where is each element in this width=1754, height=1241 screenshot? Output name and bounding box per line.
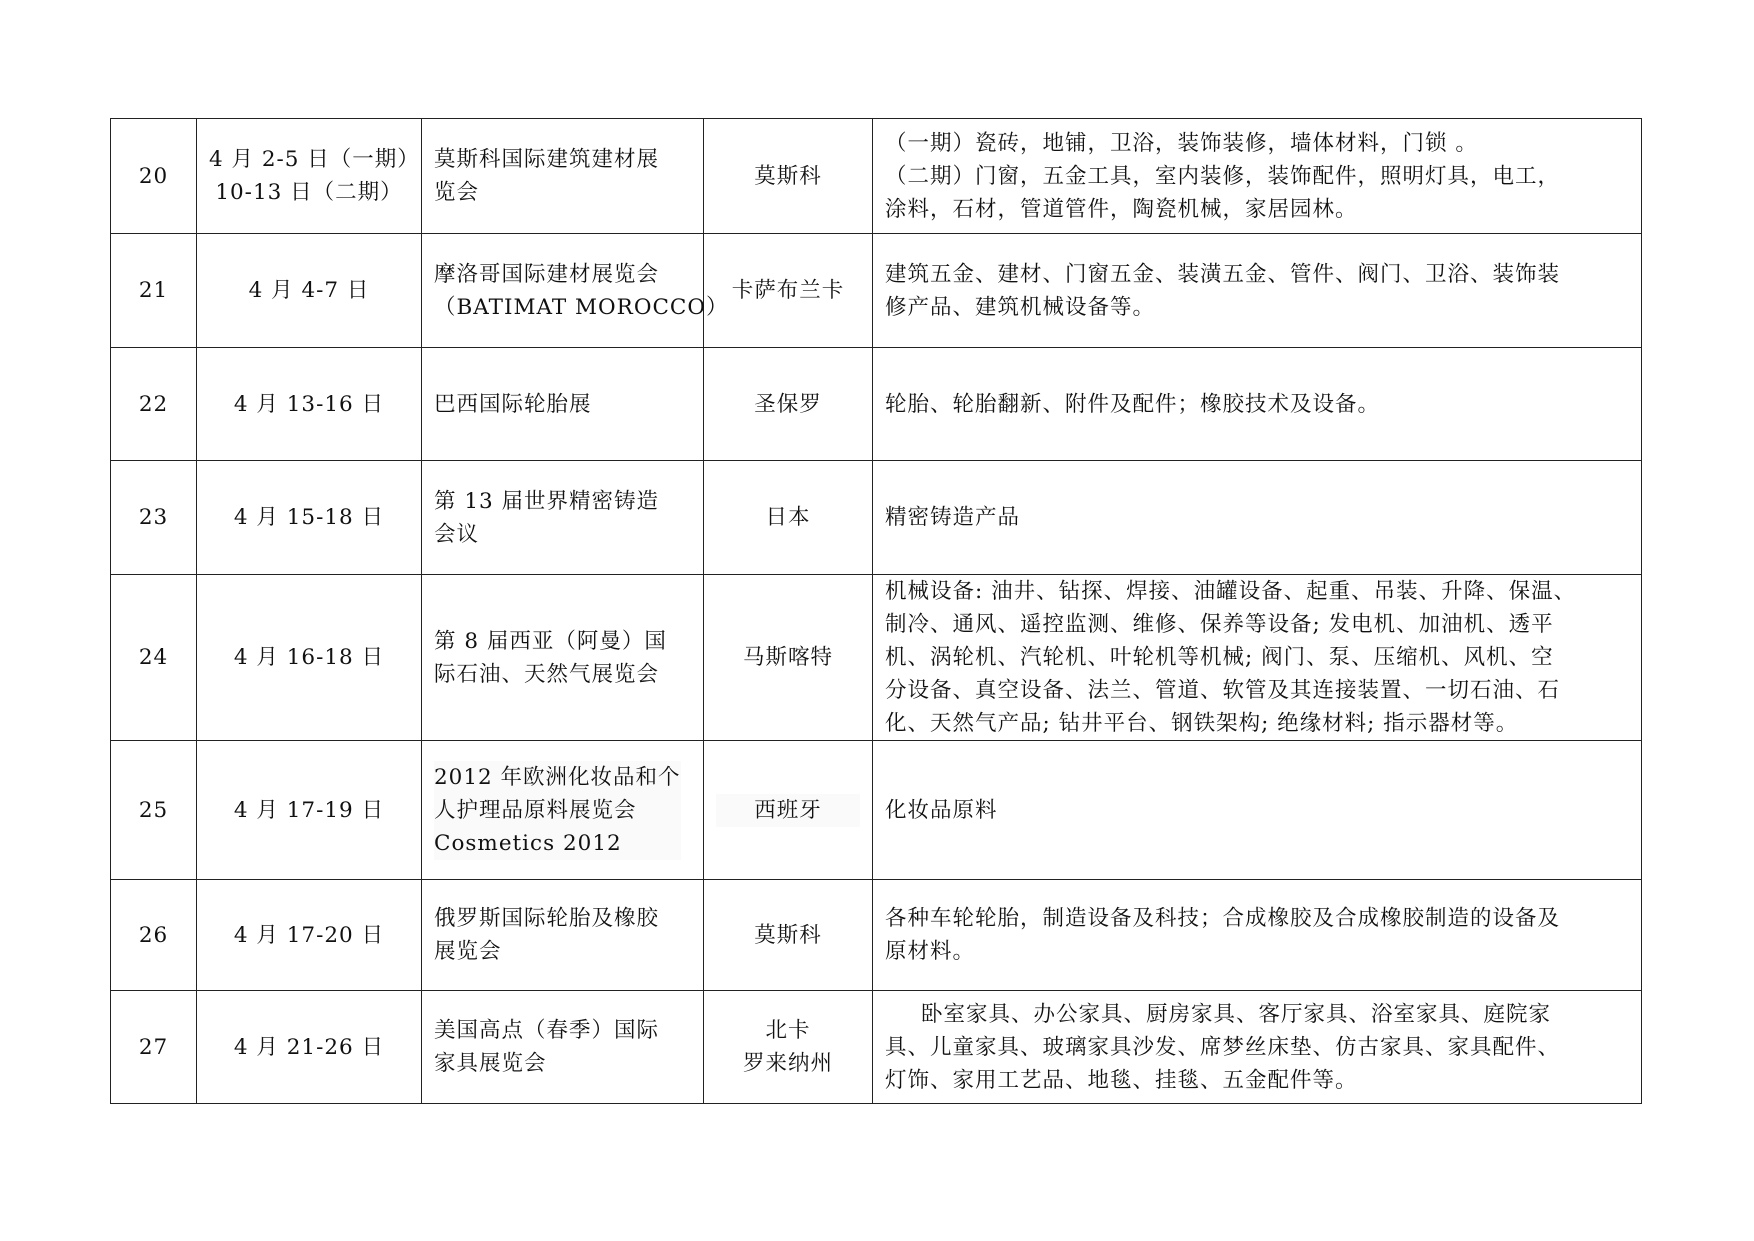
- date-cell: [197, 348, 422, 461]
- exhibition-schedule-table: [110, 118, 1642, 1104]
- exhibition-name-line: 摩洛哥国际建材展览会: [434, 261, 660, 287]
- exhibit-items-cell: [873, 348, 1642, 461]
- date-line: 4 月 15-18 日: [233, 505, 385, 530]
- table-row: [111, 991, 1642, 1104]
- exhibit-items-line: 精密铸造产品: [885, 505, 1021, 530]
- exhibition-name-cell: [422, 991, 704, 1104]
- date-line: 4 月 13-16 日: [233, 391, 385, 417]
- exhibition-name-line: 巴西国际轮胎展: [434, 391, 592, 417]
- exhibit-items-cell: [873, 119, 1642, 234]
- row-number: 26: [138, 922, 169, 948]
- exhibition-name-cell: [422, 880, 704, 991]
- date-cell: [197, 880, 422, 991]
- exhibition-name-line: 美国高点（春季）国际: [434, 1018, 660, 1043]
- row-number-cell: [111, 741, 197, 880]
- exhibit-items-line: 机、涡轮机、汽轮机、叶轮机等机械; 阀门、泵、压缩机、风机、空: [885, 645, 1554, 670]
- row-number-cell: [111, 880, 197, 991]
- exhibition-name-line: 第 8 届西亚（阿曼）国: [434, 628, 667, 654]
- city-cell: [704, 741, 873, 880]
- row-number-cell: [111, 348, 197, 461]
- exhibition-name-cell: [422, 575, 704, 741]
- exhibit-items-cell: [873, 575, 1642, 741]
- city-line: 卡萨布兰卡: [731, 278, 845, 303]
- date-line: 4 月 21-26 日: [233, 1034, 385, 1060]
- table-row: [111, 880, 1642, 991]
- date-line: 4 月 16-18 日: [233, 645, 385, 670]
- city-block: [716, 794, 860, 827]
- exhibition-name-line: Cosmetics 2012: [434, 830, 622, 856]
- date-line: 4 月 17-19 日: [233, 797, 385, 823]
- exhibition-name-cell: [422, 741, 704, 880]
- date-line: 4 月 2-5 日（一期）: [209, 147, 420, 172]
- exhibition-name-line: 家具展览会: [434, 1051, 547, 1076]
- city-cell: [704, 348, 873, 461]
- exhibition-name-line: 人护理品原料展览会: [434, 797, 637, 823]
- exhibit-items-line: 轮胎、轮胎翻新、附件及配件；橡胶技术及设备。: [885, 391, 1381, 417]
- exhibit-items-line: 制冷、通风、遥控监测、维修、保养等设备; 发电机、加油机、透平: [885, 612, 1554, 637]
- date-cell: [197, 461, 422, 575]
- row-number: 21: [138, 278, 169, 303]
- table-row: [111, 575, 1642, 741]
- exhibit-items-line: 分设备、真空设备、法兰、管道、软管及其连接装置、一切石油、石: [885, 678, 1561, 703]
- city-line: 莫斯科: [754, 163, 822, 189]
- city-cell: [704, 461, 873, 575]
- table-row: [111, 234, 1642, 348]
- exhibit-items-line: 化妆品原料: [885, 797, 998, 823]
- city-cell: [704, 119, 873, 234]
- date-cell: [197, 575, 422, 741]
- row-number-cell: [111, 575, 197, 741]
- exhibit-items-line: 卧室家具、办公家具、厨房家具、客厅家具、浴室家具、庭院家: [921, 1001, 1552, 1027]
- date-cell: [197, 119, 422, 234]
- city-cell: [704, 234, 873, 348]
- exhibition-name-line: 第 13 届世界精密铸造: [434, 488, 660, 514]
- exhibit-items-line: （一期）瓷砖，地铺，卫浴，装饰装修，墙体材料，门锁 。: [885, 130, 1478, 156]
- exhibit-items-cell: [873, 741, 1642, 880]
- row-number: 23: [138, 505, 169, 530]
- exhibition-name-cell: [422, 461, 704, 575]
- row-number-cell: [111, 119, 197, 234]
- table-row: [111, 461, 1642, 575]
- city-line: 日本: [765, 505, 811, 530]
- row-number-cell: [111, 461, 197, 575]
- city-cell: [704, 575, 873, 741]
- row-number: 25: [138, 797, 169, 823]
- city-line: 北卡: [765, 1018, 811, 1043]
- exhibition-name-block: [434, 761, 681, 860]
- exhibition-name-line: 际石油、天然气展览会: [434, 661, 660, 687]
- exhibit-items-line: 建筑五金、建材、门窗五金、装潢五金、管件、阀门、卫浴、装饰装: [885, 261, 1561, 287]
- date-line: 4 月 17-20 日: [233, 922, 385, 948]
- exhibit-items-line: 具、儿童家具、玻璃家具沙发、席梦丝床垫、仿古家具、家具配件、: [885, 1034, 1561, 1060]
- city-cell: [704, 880, 873, 991]
- date-cell: [197, 741, 422, 880]
- row-number: 27: [138, 1034, 169, 1060]
- table-row: [111, 119, 1642, 234]
- exhibit-items-line: （二期）门窗，五金工具，室内装修，装饰配件，照明灯具，电工，: [885, 163, 1561, 189]
- exhibition-name-line: 2012 年欧洲化妆品和个: [434, 764, 681, 790]
- exhibition-name-line: 览会: [434, 180, 480, 205]
- exhibit-items-line: 修产品、建筑机械设备等。: [885, 294, 1156, 320]
- row-number: 22: [138, 391, 169, 417]
- row-number: 20: [138, 163, 169, 189]
- exhibit-items-cell: [873, 991, 1642, 1104]
- exhibition-name-line: 展览会: [434, 939, 502, 964]
- exhibit-items-cell: [873, 234, 1642, 348]
- date-cell: [197, 991, 422, 1104]
- exhibition-name-cell: [422, 348, 704, 461]
- city-line: 罗来纳州: [742, 1051, 833, 1076]
- exhibit-items-line: 涂料，石材，管道管件，陶瓷机械，家居园林。: [885, 196, 1358, 222]
- exhibit-items-line: 各种车轮轮胎，制造设备及科技；合成橡胶及合成橡胶制造的设备及: [885, 906, 1561, 931]
- table-row: [111, 348, 1642, 461]
- exhibition-name-line: 会议: [434, 521, 480, 547]
- row-number-cell: [111, 234, 197, 348]
- table-row: [111, 741, 1642, 880]
- exhibition-name-line: 俄罗斯国际轮胎及橡胶: [434, 906, 660, 931]
- exhibition-name-line: （BATIMAT MOROCCO）: [434, 294, 729, 320]
- exhibit-items-line: 原材料。: [885, 939, 976, 964]
- city-line: 西班牙: [754, 797, 822, 823]
- city-cell: [704, 991, 873, 1104]
- exhibit-items-cell: [873, 880, 1642, 991]
- date-line: 10-13 日（二期）: [215, 180, 403, 205]
- exhibition-name-cell: [422, 234, 729, 348]
- city-line: 莫斯科: [754, 922, 822, 948]
- row-number: 24: [138, 645, 169, 670]
- row-number-cell: [111, 991, 197, 1104]
- date-line: 4 月 4-7 日: [248, 278, 370, 303]
- exhibit-items-line: 灯饰、家用工艺品、地毯、挂毯、五金配件等。: [885, 1067, 1358, 1093]
- exhibit-items-cell: [873, 461, 1642, 575]
- city-line: 马斯喀特: [742, 645, 833, 670]
- exhibit-items-line: 机械设备: 油井、钻探、焊接、油罐设备、起重、吊装、升降、保温、: [885, 579, 1577, 604]
- exhibition-name-line: 莫斯科国际建筑建材展: [434, 147, 660, 172]
- exhibit-items-line: 化、天然气产品; 钻井平台、钢铁架构; 绝缘材料; 指示器材等。: [885, 711, 1519, 736]
- city-line: 圣保罗: [754, 391, 822, 417]
- exhibition-name-cell: [422, 119, 704, 234]
- date-cell: [197, 234, 422, 348]
